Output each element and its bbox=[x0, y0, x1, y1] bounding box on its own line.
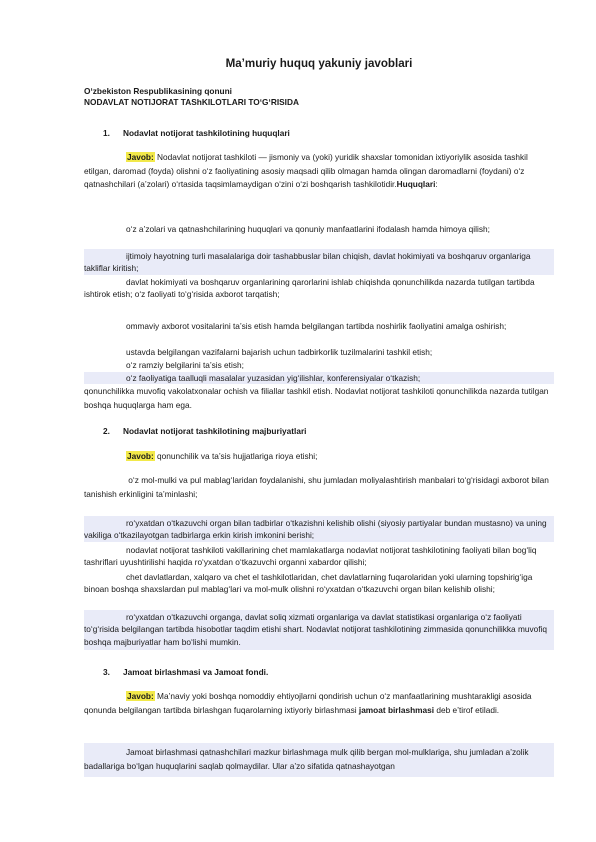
duty-item: o‘z mol-mulki va pul mablag‘laridan foydalanishi, shu jumladan moliyalashtirish manbalari to‘g‘risidagi axborot bilan tanishish erkinligini ta’minlashi; bbox=[84, 475, 549, 499]
section-3-answer: Javob: Ma’naviy yoki boshqa nomoddiy ehtiyojlarni qondirish uchun o‘z manfaatlarining mushtarakligi asosida qonunda belgilangan tartibda birlashgan fuqarolarning ixtiyoriy birlashmasi jamoat birlashmasi deb e’tirof etiladi. bbox=[84, 691, 532, 715]
section-title: Jamoat birlashmasi va Jamoat fondi. bbox=[123, 667, 269, 677]
rights-item: qonunchilikka muvofiq vakolatxonalar ochish va filiallar tashkil etish. Nodavlat notijorat tashkiloti qonunchilikda nazarda tutilgan boshqa huquqlarga ham ega. bbox=[84, 386, 549, 410]
rights-label: Huquqlari bbox=[396, 179, 436, 190]
section-number: 2. bbox=[103, 426, 110, 436]
answer-label: Javob: bbox=[127, 451, 154, 461]
page-title: Ma’muriy huquq yakuniy javoblari bbox=[225, 57, 413, 70]
answer-label: Javob: bbox=[127, 691, 154, 701]
section-1-heading bbox=[103, 128, 290, 138]
law-country: O‘zbekiston Respublikasining qonuni bbox=[84, 86, 232, 96]
rights-item: o‘z faoliyatiga taalluqli masalalar yuzasidan yig‘ilishlar, konferensiyalar o‘tkazish; bbox=[126, 373, 421, 383]
law-header bbox=[84, 86, 299, 108]
rights-item: ommaviy axborot vositalarini ta’sis etish hamda belgilangan tartibda noshirlik faoliyatini amalga oshirish; bbox=[126, 321, 507, 331]
duty-item: chet davlatlardan, xalqaro va chet el tashkilotlaridan, chet davlatlarning fuqarolaridan yoki ularning topshirig‘iga binoan boshqa shaxslardan pul mablag‘lari va mol-mulk olishni ro‘yxatdan o‘tkazuvchi organ bilan kelishib olishi; bbox=[84, 572, 533, 595]
rights-item: davlat hokimiyati va boshqaruv organlarining qarorlarini ishlab chiqishda qonunchilikda nazarda tutilgan tartibda ishtirok etish; o‘z faoliyati to‘g‘risida axborot tarqatish; bbox=[84, 277, 535, 300]
rights-item: ijtimoiy hayotning turli masalalariga doir tashabbuslar bilan chiqish, davlat hokimiyati va boshqaruv organlariga takliflar kiritish; bbox=[84, 251, 531, 274]
law-name: NODAVLAT NOTIJORAT TAShKILOTLARI TO‘G‘RISIDA bbox=[84, 97, 299, 108]
answer-text: qonunchilik va ta’sis hujjatlariga rioya etishi; bbox=[154, 451, 318, 461]
section-number: 1. bbox=[103, 128, 110, 138]
rights-item: o‘z a’zolari va qatnashchilarining huquqlari va qonuniy manfaatlarini ifodalash hamda himoya qilish; bbox=[126, 224, 490, 234]
answer-text: Nodavlat notijorat tashkiloti — jismoniy va (yoki) yuridik shaxslar tomonidan ixtiyoriylik asosida tashkil etilgan, daromad (foyda) olishni o‘z faoliyatining asosiy maqsadi qilib olmagan hamda olingan daromadlarni (foydani) o‘z qatnashchilari (a’zolari) o‘rtasida taqsimlamaydigan o‘zini o‘zi boshqarish tashkilotidir. bbox=[84, 152, 528, 190]
section-title: Nodavlat notijorat tashkilotining huquqlari bbox=[123, 128, 290, 138]
section-3-heading bbox=[103, 667, 268, 677]
section-1-answer: Javob: Nodavlat notijorat tashkiloti — jismoniy va (yoki) yuridik shaxslar tomonidan ixtiyoriylik asosida tashkil etilgan, daromad (foyda) olishni o‘z faoliyatining asosiy maqsadi qilib olmagan hamda olingan daromadlarni (foydani) o‘z qatnashchilari (a’zolari) o‘rtasida taqsimlamaydigan o‘zini o‘zi boshqarish tashkilotidir.Huquqlari: bbox=[84, 152, 528, 190]
section-2-heading bbox=[103, 426, 306, 436]
section-2-answer bbox=[84, 450, 554, 464]
duty-item: ro‘yxatdan o‘tkazuvchi organ bilan tadbirlar o‘tkazishni kelishib olishi (siyosiy partiyalar bundan mustasno) va uning vakiliga o‘tkazilayotgan tadbirlarga erkin kirish imkonini berishi; bbox=[84, 518, 547, 541]
answer-label: Javob: bbox=[127, 152, 154, 162]
section-title: Nodavlat notijorat tashkilotining majburiyatlari bbox=[123, 426, 307, 436]
section-3-paragraph: Jamoat birlashmasi qatnashchilari mazkur birlashmaga mulk qilib bergan mol-mulklariga, shu jumladan a’zolik badallariga bo‘lgan huquqlarini saqlab qolmaydilar. Ular a’zo sifatida qatnashayotgan bbox=[84, 747, 529, 771]
section-number: 3. bbox=[103, 667, 110, 677]
duty-item: nodavlat notijorat tashkiloti vakillarining chet mamlakatlarga nodavlat notijorat tashkilotining faoliyati bilan bog‘liq tashriflari uyushtirilishi haqida ro‘yxatdan o‘tkazuvchi organni xabardor qilishi; bbox=[84, 545, 537, 568]
term-bold: jamoat birlashmasi bbox=[358, 704, 435, 715]
rights-item: o‘z ramziy belgilarini ta’sis etish; bbox=[126, 360, 244, 370]
answer-text: Ma’naviy yoki boshqa nomoddiy ehtiyojlarni qondirish uchun o‘z manfaatlarining mushtarakligi asosida qonunda belgilangan tartibda birlashgan fuqarolarning ixtiyoriy birlashmasi bbox=[84, 691, 532, 715]
rights-item: ustavda belgilangan vazifalarni bajarish uchun tadbirkorlik tuzilmalarini tashkil etish; bbox=[126, 347, 433, 357]
duty-item: ro‘yxatdan o‘tkazuvchi organga, davlat soliq xizmati organlariga va davlat statistikasi organlariga o‘z faoliyati to‘g‘risida belgilangan tartibda hisobotlar taqdim etishi shart. Nodavlat notijorat tashkilotining zimmasida qonunchilikka muvofiq boshqa majburiyatlar ham bo‘lishi mumkin. bbox=[84, 612, 548, 647]
